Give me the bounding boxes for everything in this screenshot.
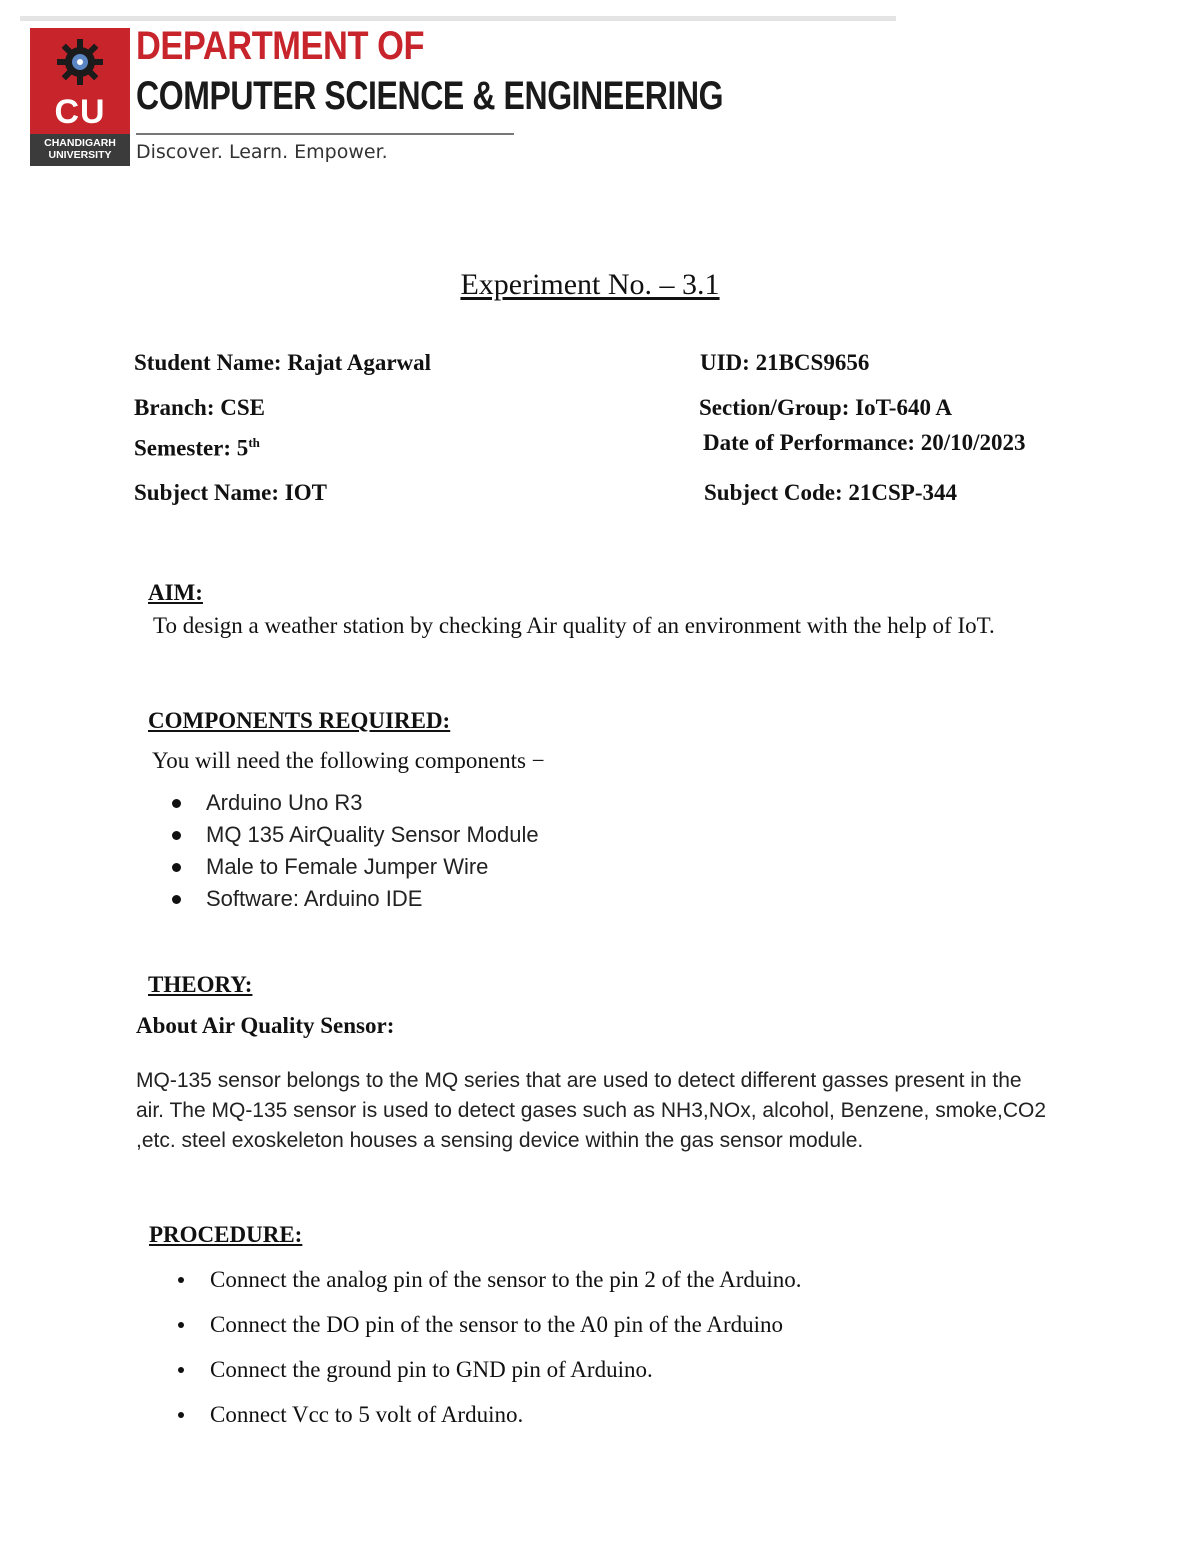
bullet-icon bbox=[172, 863, 181, 872]
list-item-label: Arduino Uno R3 bbox=[206, 790, 363, 815]
list-item bbox=[170, 851, 539, 883]
components-intro: You will need the following components − bbox=[152, 748, 545, 773]
list-item-label: Connect the analog pin of the sensor to the pin 2 of the Arduino. bbox=[210, 1267, 802, 1292]
semester-field bbox=[134, 428, 260, 464]
components-heading: COMPONENTS REQUIRED: bbox=[148, 708, 451, 733]
list-item-label: Connect Vcc to 5 volt of Arduino. bbox=[210, 1402, 524, 1427]
student-name-field: Student Name: Rajat Agarwal bbox=[134, 350, 432, 375]
list-item-label: Software: Arduino IDE bbox=[206, 886, 423, 911]
theory-subheading: About Air Quality Sensor: bbox=[136, 1013, 395, 1038]
bullet-icon bbox=[178, 1277, 184, 1283]
semester-suffix: th bbox=[248, 435, 260, 450]
list-item bbox=[170, 883, 539, 915]
bullet-icon bbox=[178, 1412, 184, 1418]
list-item-label: Connect the DO pin of the sensor to the A0 pin of the Arduino bbox=[210, 1312, 784, 1337]
gear-emblem-icon bbox=[54, 36, 106, 88]
uid-field: UID: 21BCS9656 bbox=[700, 350, 870, 375]
components-list bbox=[170, 787, 539, 915]
theory-line: ,etc. steel exoskeleton houses a sensing device within the gas sensor module. bbox=[136, 1129, 864, 1152]
bullet-icon bbox=[178, 1367, 184, 1373]
university-logo bbox=[30, 28, 130, 166]
list-item-label: Male to Female Jumper Wire bbox=[206, 854, 489, 879]
list-item bbox=[170, 1399, 802, 1444]
subject-code-field: Subject Code: 21CSP-344 bbox=[704, 480, 957, 505]
list-item bbox=[170, 787, 539, 819]
bullet-icon bbox=[172, 895, 181, 904]
theory-heading: THEORY: bbox=[148, 972, 253, 997]
department-title-line2: COMPUTER SCIENCE & ENGINEERING bbox=[136, 74, 724, 118]
list-item bbox=[170, 1264, 802, 1309]
list-item bbox=[170, 1309, 802, 1354]
bullet-icon bbox=[172, 799, 181, 808]
theory-line: MQ-135 sensor belongs to the MQ series that are used to detect different gasses present in the bbox=[136, 1069, 1022, 1092]
logo-initials: CU bbox=[54, 93, 106, 131]
list-item-label: MQ 135 AirQuality Sensor Module bbox=[206, 822, 539, 847]
procedure-heading: PROCEDURE: bbox=[149, 1222, 303, 1247]
aim-heading: AIM: bbox=[148, 580, 203, 605]
aim-text: To design a weather station by checking Air quality of an environment with the help of IoT. bbox=[153, 613, 995, 638]
list-item bbox=[170, 1354, 802, 1399]
tagline: Discover. Learn. Empower. bbox=[136, 141, 388, 163]
department-title-line1: DEPARTMENT OF bbox=[136, 24, 425, 68]
procedure-list bbox=[170, 1264, 802, 1444]
section-field: Section/Group: IoT-640 A bbox=[699, 395, 953, 420]
experiment-title: Experiment No. – 3.1 bbox=[460, 268, 720, 301]
top-rule bbox=[20, 16, 896, 21]
bullet-icon bbox=[178, 1322, 184, 1328]
branch-field: Branch: CSE bbox=[134, 395, 265, 420]
subject-name-field: Subject Name: IOT bbox=[134, 480, 327, 505]
list-item bbox=[170, 819, 539, 851]
list-item-label: Connect the ground pin to GND pin of Arduino. bbox=[210, 1357, 653, 1382]
logo-university-name: CHANDIGARH UNIVERSITY bbox=[44, 137, 116, 161]
theory-paragraph bbox=[136, 1066, 1136, 1156]
bullet-icon bbox=[172, 831, 181, 840]
theory-line: air. The MQ-135 sensor is used to detect gases such as NH3,NOx, alcohol, Benzene, smoke,CO2 bbox=[136, 1099, 1047, 1122]
header-divider bbox=[136, 133, 514, 135]
semester-value: Semester: 5 bbox=[134, 435, 249, 461]
date-field: Date of Performance: 20/10/2023 bbox=[703, 430, 1026, 455]
